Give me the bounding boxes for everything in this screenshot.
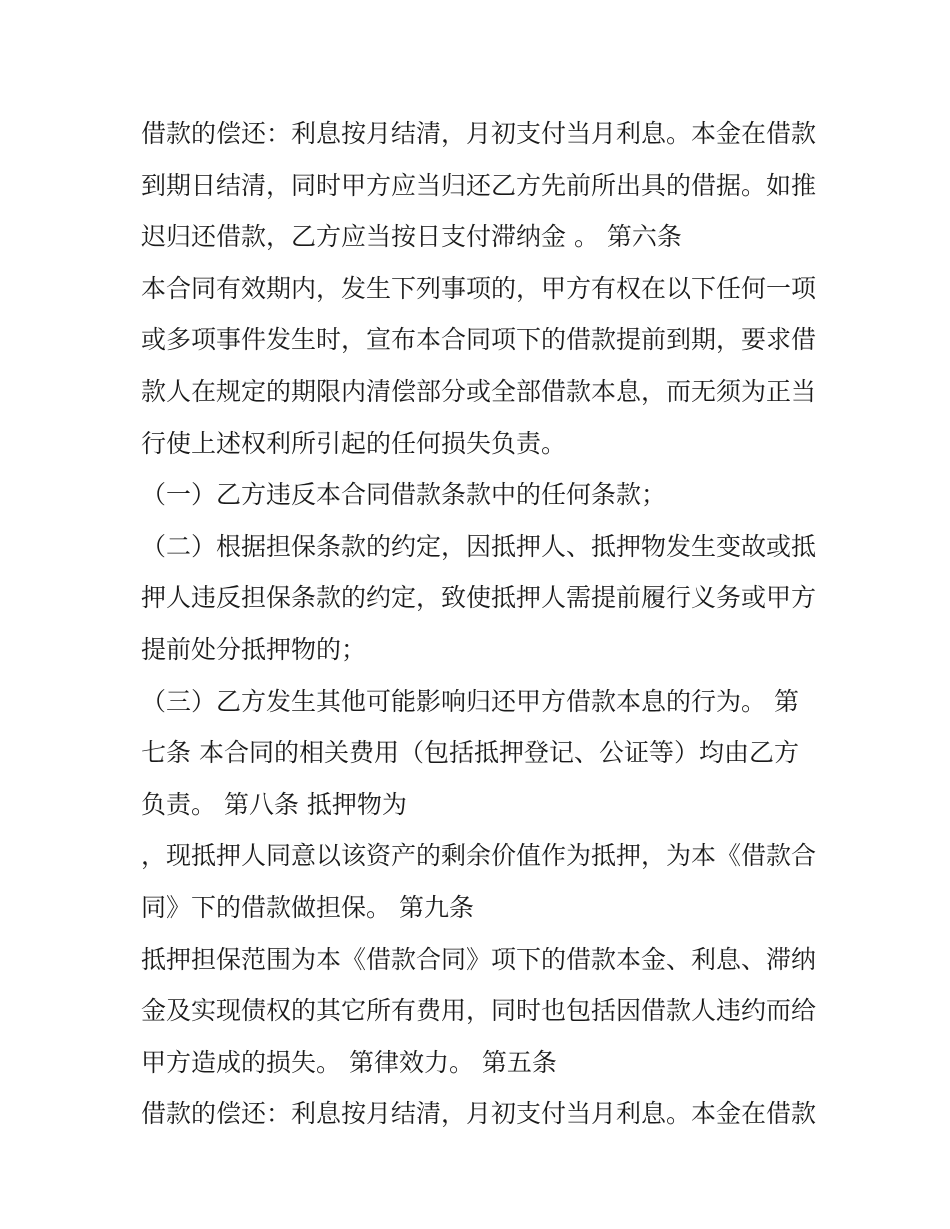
text-line: 本合同有效期内，发生下列事项的，甲方有权在以下任何一项: [141, 273, 817, 303]
text-line: ，现抵押人同意以该资产的剩余价值作为抵押，为本《借款合: [141, 841, 817, 871]
text-line: 借款的偿还：利息按月结清，月初支付当月利息。本金在借款: [141, 119, 817, 148]
text-line: 押人违反担保条款的约定，致使抵押人需提前履行义务或甲方: [141, 583, 817, 613]
text-line: 负责。 第八条 抵押物为: [141, 789, 407, 819]
text-line: 同》下的借款做担保。 第九条: [141, 892, 474, 922]
text-line: 金及实现债权的其它所有费用，同时也包括因借款人违约而给: [141, 996, 817, 1026]
text-line: 七条 本合同的相关费用（包括抵押登记、公证等）均由乙方: [141, 738, 799, 768]
text-line: （三）乙方发生其他可能影响归还甲方借款本息的行为。 第: [141, 686, 799, 716]
text-line: 借款的偿还：利息按月结清，月初支付当月利息。本金在借款: [141, 1099, 817, 1129]
text-line: 抵押担保范围为本《借款合同》项下的借款本金、利息、滞纳: [141, 944, 817, 974]
text-line: （二）根据担保条款的约定，因抵押人、抵押物发生变故或抵: [141, 531, 817, 561]
text-line: 迟归还借款，乙方应当按日支付滞纳金 。 第六条: [141, 222, 682, 252]
text-line: 到期日结清，同时甲方应当归还乙方先前所出具的借据。如推: [141, 170, 817, 200]
text-line: 或多项事件发生时，宣布本合同项下的借款提前到期，要求借: [141, 325, 817, 355]
text-line: 款人在规定的期限内清偿部分或全部借款本息，而无须为正当: [141, 376, 817, 406]
text-line: （一）乙方违反本合同借款条款中的任何条款；: [141, 480, 667, 510]
text-line: 提前处分抵押物的；: [141, 634, 367, 664]
text-line: 甲方造成的损失。 第律效力。 第五条: [141, 1047, 557, 1077]
text-line: 行使上述权利所引起的任何损失负责。: [141, 428, 567, 458]
contract-text: [141, 108, 821, 1140]
